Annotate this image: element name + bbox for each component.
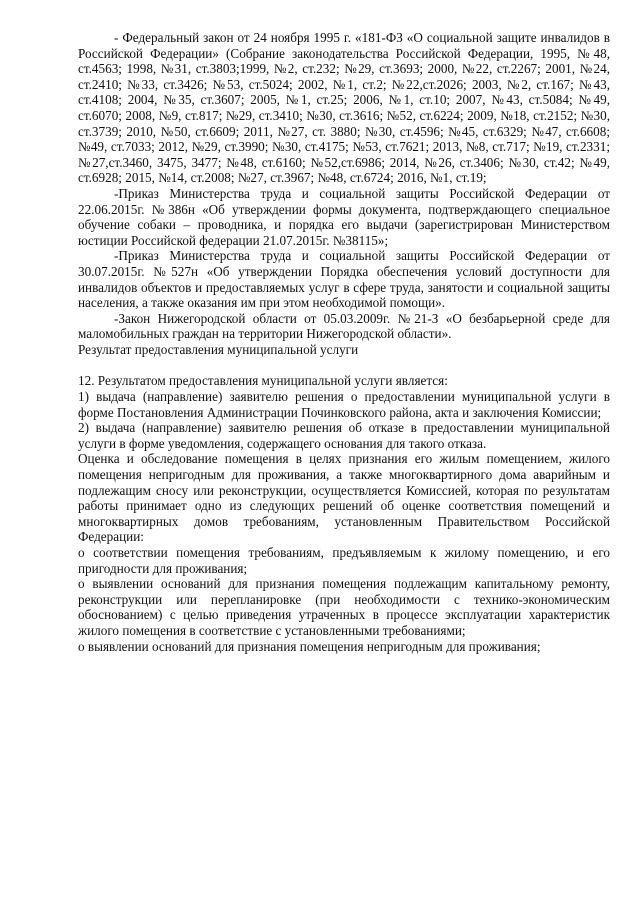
decision-item-1: о соответствии помещения требованиям, предъявляемым к жилому помещению, и его пригодности для проживания; bbox=[78, 545, 610, 576]
decision-item-3: о выявлении оснований для признания помещения непригодным для проживания; bbox=[78, 638, 541, 654]
legal-ref-regional-law: -Закон Нижегородской области от 05.03.2009г. №21-З «О безбарьерной среде для маломобильных граждан на территории Нижегородской области». bbox=[78, 310, 610, 342]
decision-item-2: о выявлении оснований для признания помещения подлежащим капитальному ремонту, реконструкции или перепланировке (при необходимости с технико-экономическим обоснованием) с целью приведения утраченных в процессе эксплуатации характеристик жилого помещения в соответствие с установленными требованиями; bbox=[78, 576, 610, 638]
legal-ref-order-386n: -Приказ Министерства труда и социальной защиты Российской Федерации от 22.06.2015г. №386н «Об утверждении формы документа, подтверждающего специальное обучение собаки – проводника, и порядка его выдачи (зарегистрирован Министерством юстиции Российской федерации 21.07.2015г. №38115»; bbox=[78, 185, 610, 248]
paragraph-spacer bbox=[78, 357, 610, 373]
assessment-paragraph: Оценка и обследование помещения в целях признания его жилым помещением, жилого помещения непригодным для проживания, а также многоквартирного дома аварийным и подлежащим сносу или реконструкции, осуществляется Комиссией, которая по результатам работы принимает одно из следующих решений об оценке соответствия помещений и многоквартирных домов требованиям, установленным Правительством Российской Федерации: bbox=[78, 451, 610, 545]
result-item-1: 1) выдача (направление) заявителю решения о предоставлении муниципальной услуги в форме Постановления Администрации Починковского района, акта и заключения Комиссии; bbox=[78, 389, 610, 420]
legal-ref-federal-law: - Федеральный закон от 24 ноября 1995 г. «181-ФЗ «О социальной защите инвалидов в Российской Федерации» (Собрание законодательства Российской Федерации, 1995, №48, ст.4563; 1998, №31, ст.3803;1999, №2, ст.232; №29, ст.3693; 2000, №22, ст.2267; 2001, №24, ст.2410; №33, ст.3426; №53, ст.5024; 2002, №1, ст.2; №22,ст.2026; 2003, №2, ст.167; №43, ст.4108; 2004, №35, ст.3607; 2005, №1, ст.25; 2006, №1, ст.10; 2007, №43, ст.5084; №49, ст.6070; 2008, №9, ст.817; №29, ст.3410; №30, ст.3616; №52, ст.6224; 2009, №18, ст.2152; №30, ст.3739; 2010, №50, ст.6609; 2011, №27, ст. 3880; №30, ст.4596; №45, ст.6329; №47, ст.6608; №49, ст.7033; 2012, №29, ст.3990; №30, ст.4175; №53, ст.7621; 2013, №8, ст.717; №19, ст.2331; №27,ст.3460, 3475, 3477; №48, ст.6160; №52,ст.6986; 2014, №26, ст.3406; №30, ст.42; №49, ст.6928; 2015, №14, ст.2008; №27, ст.3967; №48, ст.6724; 2016, №1, ст.19; bbox=[78, 30, 610, 186]
section-heading: Результат предоставления муниципальной услуги bbox=[78, 341, 359, 357]
legal-ref-order-527n: -Приказ Министерства труда и социальной защиты Российской Федерации от 30.07.2015г. №527н «Об утверждении Порядка обеспечения условий доступности для инвалидов объектов и предоставляемых услуг в сфере труда, занятости и социальной защиты населения, а также оказания им при этом необходимой помощи». bbox=[78, 248, 610, 311]
result-intro: 12. Результатом предоставления муниципальной услуги является: bbox=[78, 373, 448, 389]
document-page bbox=[78, 30, 610, 654]
result-item-2: 2) выдача (направление) заявителю решения об отказе в предоставлении муниципальной услуги в форме уведомления, содержащего основания для такого отказа. bbox=[78, 420, 610, 451]
